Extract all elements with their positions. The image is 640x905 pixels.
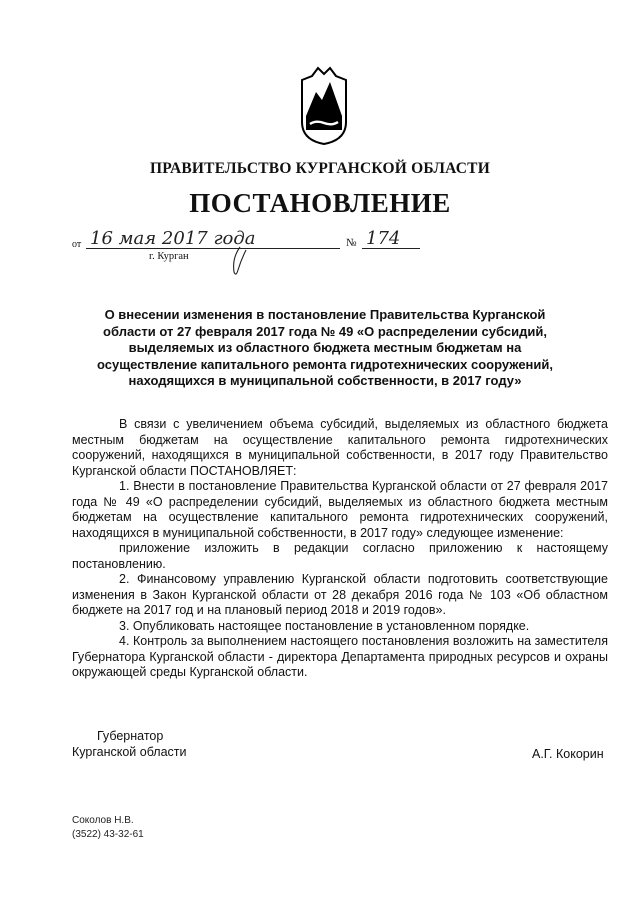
coat-of-arms-icon <box>298 66 350 146</box>
signatory-position <box>72 728 187 760</box>
city: г. Курган <box>149 251 189 262</box>
handwritten-mark <box>226 246 248 278</box>
date-prefix: от <box>72 239 82 250</box>
signatory-name: А.Г. Кокорин <box>532 747 604 761</box>
document-body <box>72 417 608 681</box>
paragraph: 1. Внести в постановление Правительства Курганской области от 27 февраля 2017 года № 49 «О распределении субсидий, выделяемых из областного бюджета местным бюджетам на осуществление капитального ремонта гидротехнических сооружений, находящихся в муниципальной собственности, в 2017 году» следующее изменение: <box>72 479 608 540</box>
document-date: 16 мая 2017 года <box>86 229 340 249</box>
paragraph: приложение изложить в редакции согласно приложению к настоящему постановлению. <box>72 541 608 571</box>
contact-phone: (3522) 43-32-61 <box>72 828 144 840</box>
position-title: Губернатор <box>97 729 164 743</box>
number-prefix: № <box>346 237 357 249</box>
document-number: 174 <box>362 229 420 249</box>
position-region: Курганской области <box>72 745 187 759</box>
document-type: ПОСТАНОВЛЕНИЕ <box>189 188 451 218</box>
organization-name: ПРАВИТЕЛЬСТВО КУРГАНСКОЙ ОБЛАСТИ <box>150 160 490 177</box>
paragraph: В связи с увеличением объема субсидий, выделяемых из областного бюджета местным бюджетам на осуществление капитального ремонта гидротехнических сооружений, находящихся в муниципальной собственности, в 2017 году Правительство Курганской области ПОСТАНОВЛЯЕТ: <box>72 417 608 478</box>
contact-name: Соколов Н.В. <box>72 815 134 826</box>
paragraph: 4. Контроль за выполнением настоящего постановления возложить на заместителя Губернатора Курганской области - директора Департамента природных ресурсов и охраны окружающей среды Курганской области. <box>72 634 608 679</box>
contact-info <box>72 814 144 841</box>
paragraph: 3. Опубликовать настоящее постановление в установленном порядке. <box>119 618 530 633</box>
document-title: О внесении изменения в постановление Правительства Курганской области от 27 февраля 2017 года № 49 «О распределении субсидий, выделяемых из областного бюджета местным бюджетам на осуществление капитального ремонта гидротехнических сооружений, находящихся в муниципальной собственности, в 2017 году» <box>96 307 554 388</box>
paragraph: 2. Финансовому управлению Курганской области подготовить соответствующие изменения в Закон Курганской области от 28 декабря 2016 года № 103 «Об областном бюджете на 2017 год и на плановый период 2018 и 2019 годов». <box>72 572 608 617</box>
